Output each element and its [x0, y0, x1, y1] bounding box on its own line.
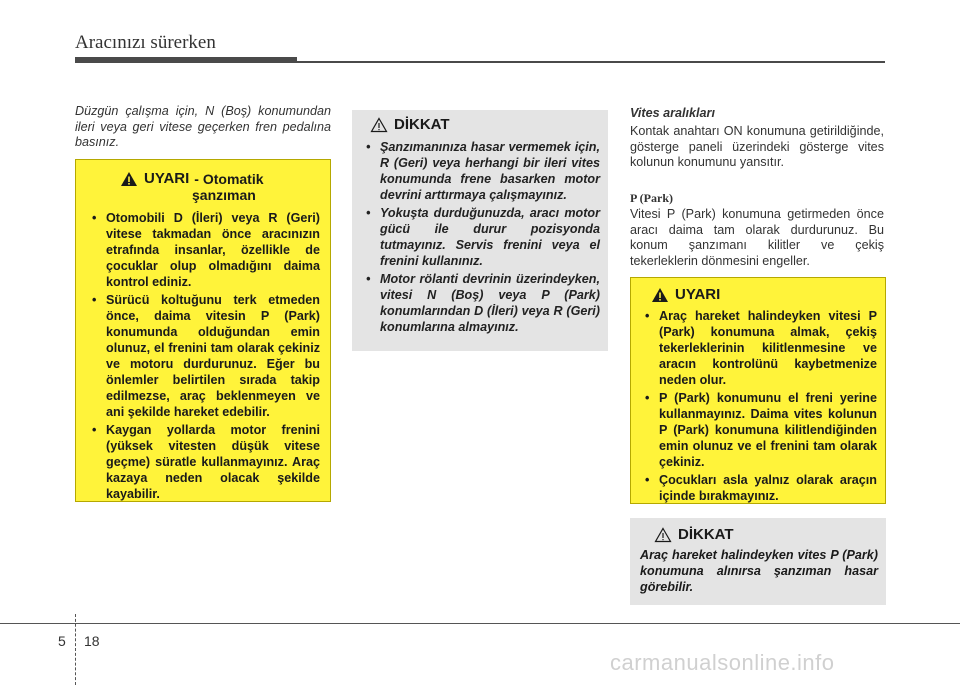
warning-title: UYARI	[675, 286, 721, 303]
park-heading: P (Park)	[630, 191, 673, 205]
header-rule-thin	[297, 61, 885, 63]
warning-box-park	[630, 277, 886, 504]
caution-title: DİKKAT	[394, 116, 450, 133]
warning-list	[86, 210, 320, 502]
list-item: • Araç hareket halindeyken vitesi P (Park) konumuna almak, çekiş tekerleklerinin kilitlenmesine ve aracın kontrolünü kaybetmenize neden olur.	[639, 308, 877, 388]
list-item: • Çocukları asla yalnız olarak araçın içinde bırakmayınız.	[639, 472, 877, 504]
footer-divider	[75, 614, 77, 685]
section-number: 5	[58, 633, 66, 649]
list-item: • Şanzımanınıza hasar vermemek için, R (Geri) veya herhangi bir ileri vites konumunda frene basarken motor devrini arttırmaya çalışmayınız.	[360, 139, 600, 203]
gear-ranges-paragraph: Kontak anahtarı ON konumuna getirildiğinde, gösterge paneli üzerindeki gösterge vites kolunun konumunu yansıtır.	[630, 124, 884, 169]
warning-title: UYARI	[144, 170, 190, 187]
list-item: • Yokuşta durduğunuzda, aracı motor gücü ile durur pozisyonda tutmayınız. Servis frenini veya el frenini kullanınız.	[360, 205, 600, 269]
gear-ranges-heading: Vites aralıkları	[630, 106, 715, 120]
warning-box-header	[86, 170, 320, 203]
caution-triangle-icon	[654, 527, 672, 543]
intro-paragraph: Düzgün çalışma için, N (Boş) konumundan ileri veya geri vitese geçerken fren pedalına basınız.	[75, 104, 331, 149]
warning-subtitle-line2: şanzıman	[192, 187, 256, 203]
list-item: • Kaygan yollarda motor frenini (yüksek vitesten düşük vitese geçme) süratle kullanmayınız. Araç kazaya neden olacak şekilde kayabilir.	[86, 422, 320, 502]
caution-box-park	[630, 518, 886, 605]
list-item: • Sürücü koltuğunu terk etmeden önce, daima vitesin P (Park) konumunda olduğundan emin olunuz, el frenini tam olarak çekiniz ve motoru durdurunuz. Eğer bu önlemler belirtilen sırada takip edilmezse, araç beklenmeyen ve ani şekilde hareket edebilir.	[86, 292, 320, 420]
warning-triangle-icon	[651, 287, 669, 303]
warning-subtitle-line1: - Otomatik	[194, 170, 264, 187]
list-item: • Otomobili D (İleri) veya R (Geri) vitese takmadan önce aracınızın etrafında insanlar, özellikle de çocuklar olup olmadığını daima kontrol ediniz.	[86, 210, 320, 290]
header-rule-thick	[75, 57, 297, 63]
page-header-title: Aracınızı sürerken	[75, 32, 216, 53]
warning-list	[639, 308, 877, 504]
footer-rule	[0, 623, 960, 624]
watermark-text: carmanualsonline.info	[610, 650, 835, 675]
park-paragraph: Vitesi P (Park) konumuna getirmeden önce aracı daima tam olarak durdurunuz. Bu konum şanzımanı kilitler ve çekiş tekerleklerin dönmesini engeller.	[630, 207, 884, 268]
caution-text: Araç hareket halindeyken vites P (Park) konumuna alınırsa şanzıman hasar görebilir.	[640, 548, 878, 594]
list-item: • P (Park) konumunu el freni yerine kullanmayınız. Daima vites kolunun P (Park) konumuna kilitlendiğinden emin olunuz ve el frenini tam olarak çekiniz.	[639, 390, 877, 470]
caution-triangle-icon	[370, 117, 388, 133]
caution-box-transmission	[352, 110, 608, 351]
caution-title: DİKKAT	[678, 526, 734, 543]
page-number: 18	[84, 633, 100, 649]
warning-box-automatic	[75, 159, 331, 502]
list-item: • Motor rölanti devrinin üzerindeyken, vitesi N (Boş) veya P (Park) konumlarından D (İleri) veya R (Geri) konumlarına almayınız.	[360, 271, 600, 335]
warning-triangle-icon	[120, 171, 138, 187]
caution-list	[360, 139, 600, 335]
